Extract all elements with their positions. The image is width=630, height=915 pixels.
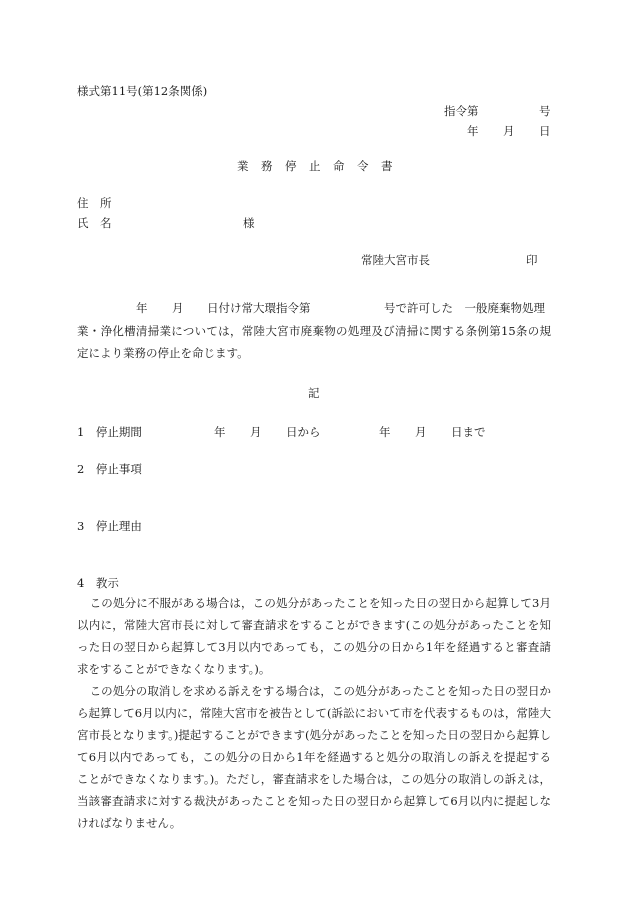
body-day-prefix: 日付け常大環指令第	[207, 301, 311, 315]
form-label: 様式第11号(第12条関係)	[77, 84, 208, 98]
name-label: 氏 名	[77, 216, 112, 230]
order-body-line1	[77, 298, 551, 320]
date-month: 月	[503, 124, 515, 138]
period-month-2: 月	[415, 425, 427, 439]
period-day-from: 日から	[286, 425, 321, 439]
order-body	[77, 298, 551, 364]
date-year: 年	[467, 124, 479, 138]
period-year-2: 年	[379, 425, 391, 439]
seal-mark: 印	[526, 253, 538, 267]
directive-number-suffix: 号	[539, 104, 551, 118]
item-reason-label: 3 停止理由	[77, 519, 142, 533]
period-year-1: 年	[214, 425, 226, 439]
item-notice-label: 4 教示	[77, 576, 119, 590]
body-year: 年	[136, 301, 148, 315]
directive-number-prefix: 指令第	[444, 104, 479, 118]
period-month-1: 月	[250, 425, 262, 439]
order-body-rest: 業・浄化槽清掃業については，常陸大宮市廃棄物の処理及び清掃に関する条例第15条の規定により業務の停止を命じます。	[77, 324, 551, 360]
issuer-name: 常陸大宮市長	[361, 253, 430, 267]
item-matters-label: 2 停止事項	[77, 462, 142, 476]
date-day: 日	[539, 124, 551, 138]
notice-paragraph-1: この処分に不服がある場合は，この処分があったことを知った日の翌日から起算して3月以内に，常陸大宮市長に対して審査請求をすることができます(この処分があったことを知った日の翌日から起算して3月以内であっても，この処分の日から1年を経過すると審査請求をすることができなくなります。)。	[77, 596, 551, 676]
item-period-label: 1 停止期間	[77, 425, 142, 439]
body-number-suffix: 号で許可した 一般廃棄物処理	[384, 301, 545, 315]
address-label: 住 所	[77, 196, 112, 210]
ki-mark: 記	[308, 386, 320, 400]
document-title: 業 務 停 止 命 令 書	[237, 159, 393, 173]
notice-paragraph-2: この処分の取消しを求める訴えをする場合は，この処分があったことを知った日の翌日から起算して6月以内に，常陸大宮市を被告として(訴訟において市を代表するものは，常陸大宮市長となります。)提起することができます(処分があったことを知った日の翌日から起算して6月以内であっても，この処分の日から1年を経過すると処分の取消しの訴えを提起することができなくなります。)。ただし，審査請求をした場合は，この処分の取消しの訴えは，当該審査請求に対する裁決があったことを知った日の翌日から起算して6月以内に提起しなければなりません。	[77, 684, 551, 830]
period-day-until: 日まで	[451, 425, 486, 439]
honorific: 様	[243, 216, 255, 230]
body-month: 月	[172, 301, 184, 315]
